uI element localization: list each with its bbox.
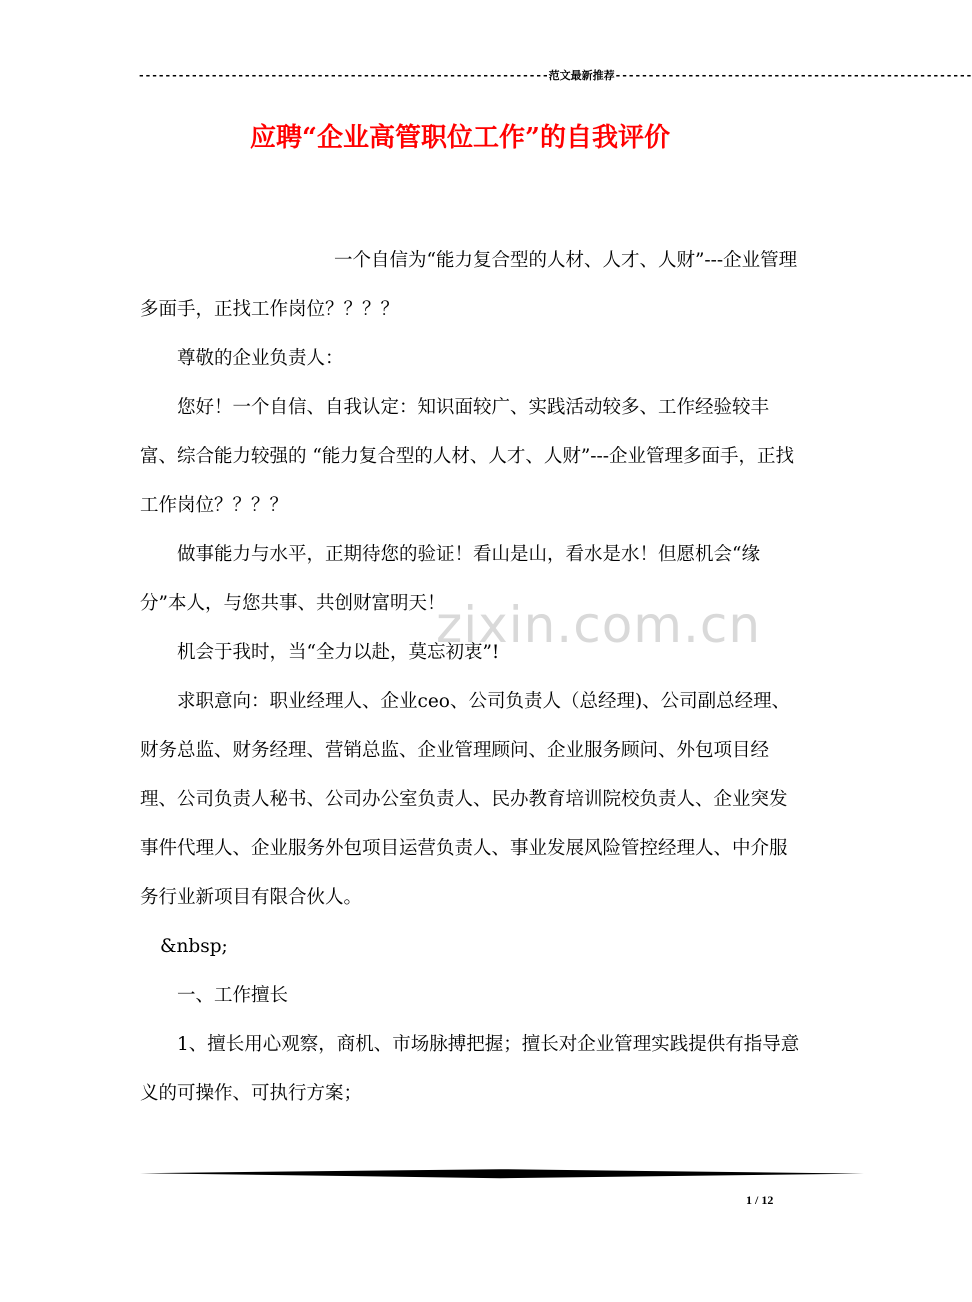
footer-rule	[140, 1169, 864, 1179]
opportunity-paragraph: 机会于我时，当“全力以赴，莫忘初衷”!	[177, 642, 500, 663]
nbsp-line: &nbsp;	[160, 936, 228, 957]
strength-paragraph: 1、擅长用心观察，商机、市场脉搏把握；擅长对企业管理实践提供有指导意义的可操作、可执行方案；	[140, 1034, 800, 1104]
tagline-paragraph: 一个自信为“能力复合型的人材、人才、人财”---企业管理多面手，正找工作岗位？？？？	[140, 250, 798, 320]
job-intention-paragraph: 求职意向：职业经理人、企业ceo、公司负责人（总经理)、公司副总经理、财务总监、财务经理、营销总监、企业管理顾问、企业服务顾问、外包项目经理、公司负责人秘书、公司办公室负责人、民办教育培训院校负责人、企业突发事件代理人、企业服务外包项目运营负责人、事业发展风险管控经理人、中介服务行业新项目有限合伙人。	[140, 691, 791, 908]
document-body	[140, 236, 800, 1118]
page-number: 1 / 12	[746, 1193, 774, 1207]
greeting-paragraph: 您好！一个自信、自我认定：知识面较广、实践活动较多、工作经验较丰富、综合能力较强的 “能力复合型的人材、人才、人财”---企业管理多面手，正找工作岗位？？？？	[140, 397, 795, 516]
ability-paragraph: 做事能力与水平，正期待您的验证！看山是山，看水是水！但愿机会“缘分”本人，与您共事、共创财富明天！	[140, 544, 760, 614]
salutation-paragraph: 尊敬的企业负责人：	[177, 348, 344, 369]
header-banner: --------------------------------------------------------------范文最新推荐------------------------------------------------------	[138, 69, 972, 82]
document-title: 应聘“企业高管职位工作”的自我评价	[250, 123, 670, 153]
section-heading: 一、工作擅长	[177, 985, 289, 1006]
watermark: zixin.com.cn	[436, 596, 762, 654]
